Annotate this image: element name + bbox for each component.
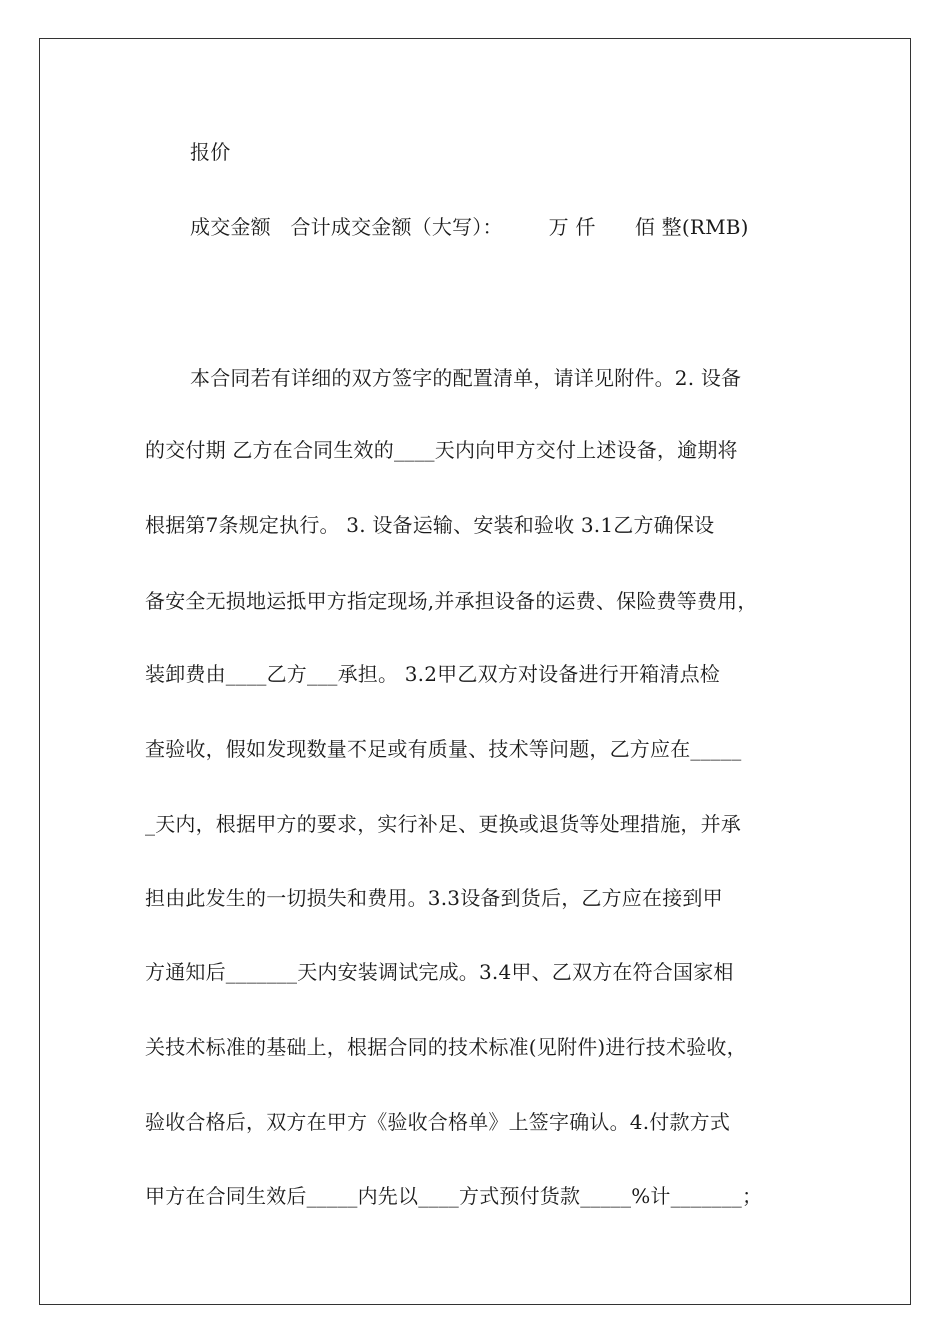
paragraph-line-7: _天内，根据甲方的要求，实行补足、更换或退货等处理措施，并承 — [145, 812, 741, 836]
paragraph-line-4: 备安全无损地运抵甲方指定现场,并承担设备的运费、保险费等费用， — [145, 589, 758, 613]
line-quote: 报价 — [190, 140, 231, 164]
paragraph-line-9: 方通知后_______天内安装调试完成。3.4甲、乙双方在符合国家相 — [145, 960, 734, 984]
paragraph-line-6: 查验收，假如发现数量不足或有质量、技术等问题，乙方应在_____ — [145, 737, 742, 761]
paragraph-line-12: 甲方在合同生效后_____内先以____方式预付货款_____%计_______； — [145, 1184, 763, 1208]
paragraph-line-3: 根据第7条规定执行。 3. 设备运输、安装和验收 3.1乙方确保设 — [145, 513, 715, 537]
paragraph-line-11: 验收合格后，双方在甲方《验收合格单》上签字确认。4.付款方式 — [145, 1110, 731, 1134]
paragraph-line-5: 装卸费由____乙方___承担。 3.2甲乙双方对设备进行开箱清点检 — [145, 662, 720, 686]
paragraph-line-8: 担由此发生的一切损失和费用。3.3设备到货后，乙方应在接到甲 — [145, 886, 723, 910]
line-amount: 成交金额 合计成交金额（大写）： 万 仟 佰 整(RMB) — [190, 215, 749, 239]
paragraph-line-10: 关技术标准的基础上，根据合同的技术标准(见附件)进行技术验收， — [145, 1035, 747, 1059]
paragraph-line-2: 的交付期 乙方在合同生效的____天内向甲方交付上述设备，逾期将 — [145, 438, 738, 462]
paragraph-line-1: 本合同若有详细的双方签字的配置清单，请详见附件。2. 设备 — [190, 366, 742, 390]
